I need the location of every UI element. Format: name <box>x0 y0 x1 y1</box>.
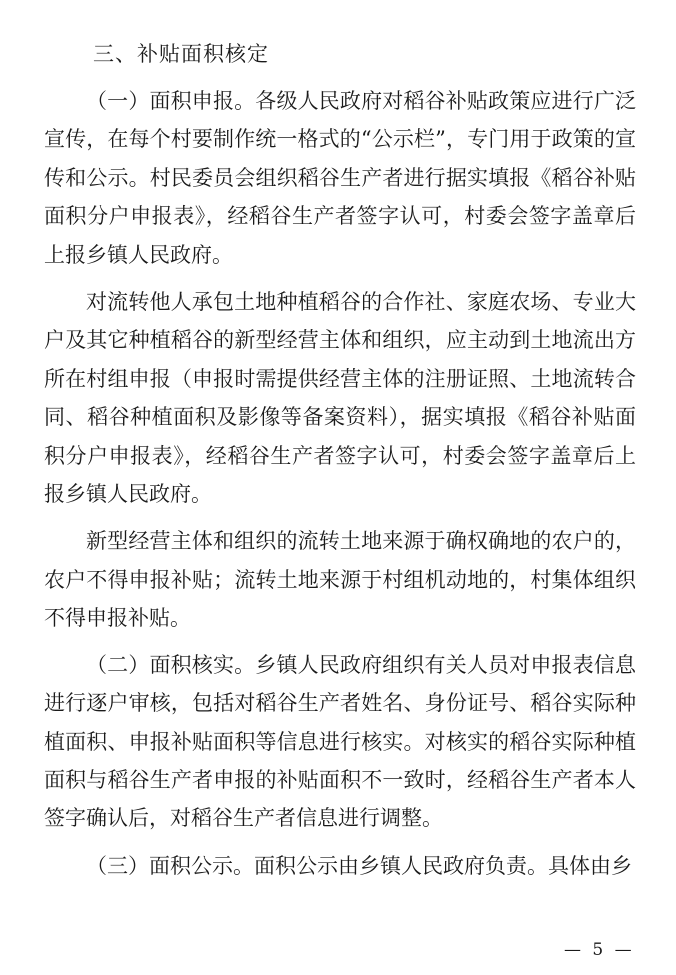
paragraph-area-declaration: （一）面积申报。各级人民政府对稻谷补贴政策应进行广泛宣传，在每个村要制作统一格式的“公示栏”，专门用于政策的宣传和公示。村民委员会组织稻谷生产者进行据实填报《稻谷补贴面积分户申报表》，经稻谷生产者签字认可，村委会签字盖章后上报乡镇人民政府。 <box>44 89 636 267</box>
section-heading: 三、补贴面积核定 <box>93 42 269 66</box>
page-number: — 5 — <box>564 940 635 960</box>
paragraph-area-publication: （三）面积公示。面积公示由乡镇人民政府负责。具体由乡 <box>86 853 632 878</box>
body-text <box>44 82 636 894</box>
paragraph-land-transfer: 对流转他人承包土地种植稻谷的合作社、家庭农场、专业大户及其它种植稻谷的新型经营主体和组织，应主动到土地流出方所在村组申报（申报时需提供经营主体的注册证照、土地流转合同、稻谷种植面积及影像等备案资料），据实填报《稻谷补贴面积分户申报表》，经稻谷生产者签字认可，村委会签字盖章后上报乡镇人民政府。 <box>44 290 636 507</box>
paragraph-no-duplicate-claim: 新型经营主体和组织的流转土地来源于确权确地的农户的，农户不得申报补贴；流转土地来源于村组机动地的，村集体组织不得申报补贴。 <box>44 529 636 631</box>
paragraph-area-verification: （二）面积核实。乡镇人民政府组织有关人员对申报表信息进行逐户审核，包括对稻谷生产者姓名、身份证号、稻谷实际种植面积、申报补贴面积等信息进行核实。对核实的稻谷实际种植面积与稻谷生产者申报的补贴面积不一致时，经稻谷生产者本人签字确认后，对稻谷生产者信息进行调整。 <box>44 652 636 831</box>
